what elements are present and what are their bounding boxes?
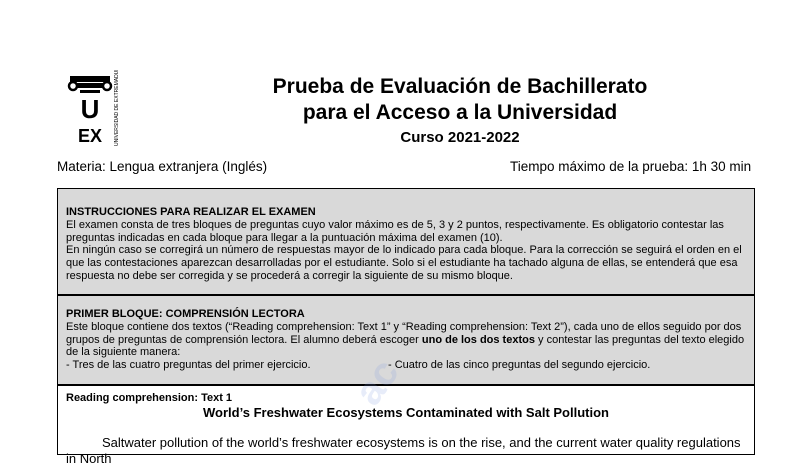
first-block-text-before: Este bloque contiene dos textos (“Reading comprehension: Text 1” y “Reading comprehension: Text 2”), cada uno de ellos seguido por dos grupos de preguntas de comprensión lectora. El alumno deberá escoger — [66, 320, 742, 346]
university-logo — [64, 70, 126, 150]
exam-title-line2: para el Acceso a la Universidad — [302, 101, 618, 124]
first-block-item-2: - Cuatro de las cinco preguntas del segundo ejercicio. — [388, 359, 651, 372]
reading-box — [57, 385, 755, 466]
first-block-item-1: - Tres de las cuatro preguntas del primer ejercicio. — [66, 359, 311, 372]
first-block-box — [57, 295, 755, 385]
instructions-paragraph-1: El examen consta de tres bloques de preguntas cuyo valor máximo es de 5, 3 y 2 puntos, respectivamente. Es obligatorio contestar las preguntas indicadas en cada bloque para llegar a la puntuación máxima del examen (10). — [66, 218, 724, 244]
logo-letter-u: U — [80, 94, 100, 124]
instructions-paragraph-2: En ningún caso se corregirá un número de respuestas mayor de lo indicado para cada bloque. Para la corrección se seguirá el orden en el que las contestaciones aparezcan desarrolladas por el estudiante. Solo si el estudiante ha tachado alguna de ellas, se entenderá que esa respuesta no debe ser corregida y se procederá a corregir la siguiente de su mismo bloque. — [66, 244, 742, 282]
logo-letters-ex: EX — [77, 126, 103, 146]
first-block-heading: PRIMER BLOQUE: COMPRENSIÓN LECTORA — [66, 308, 305, 320]
first-block-text-after: y contestar las preguntas del texto elegido de la siguiente manera: — [66, 333, 745, 359]
article-body: Saltwater pollution of the world’s freshwater ecosystems is on the rise, and the current water quality regulations in North — [66, 434, 741, 466]
logo-vertical-text: UNIVERSIDAD DE EXTREMADURA — [114, 70, 120, 146]
subject-label: Materia: Lengua extranjera (Inglés) — [57, 159, 268, 174]
first-block-text-bold: uno de los dos textos — [421, 333, 535, 346]
instructions-box — [57, 188, 755, 295]
time-limit-label: Tiempo máximo de la prueba: 1h 30 min — [510, 159, 752, 174]
article-title: World’s Freshwater Ecosystems Contaminated with Salt Pollution — [203, 404, 609, 420]
exam-title-line1: Prueba de Evaluación de Bachillerato — [272, 75, 648, 98]
course-label: Curso 2021-2022 — [400, 129, 520, 146]
exam-header — [220, 74, 700, 147]
first-block-items — [66, 359, 746, 372]
first-block-description — [66, 321, 746, 359]
reading-heading: Reading comprehension: Text 1 — [66, 392, 233, 404]
instructions-heading: INSTRUCCIONES PARA REALIZAR EL EXAMEN — [66, 206, 316, 218]
